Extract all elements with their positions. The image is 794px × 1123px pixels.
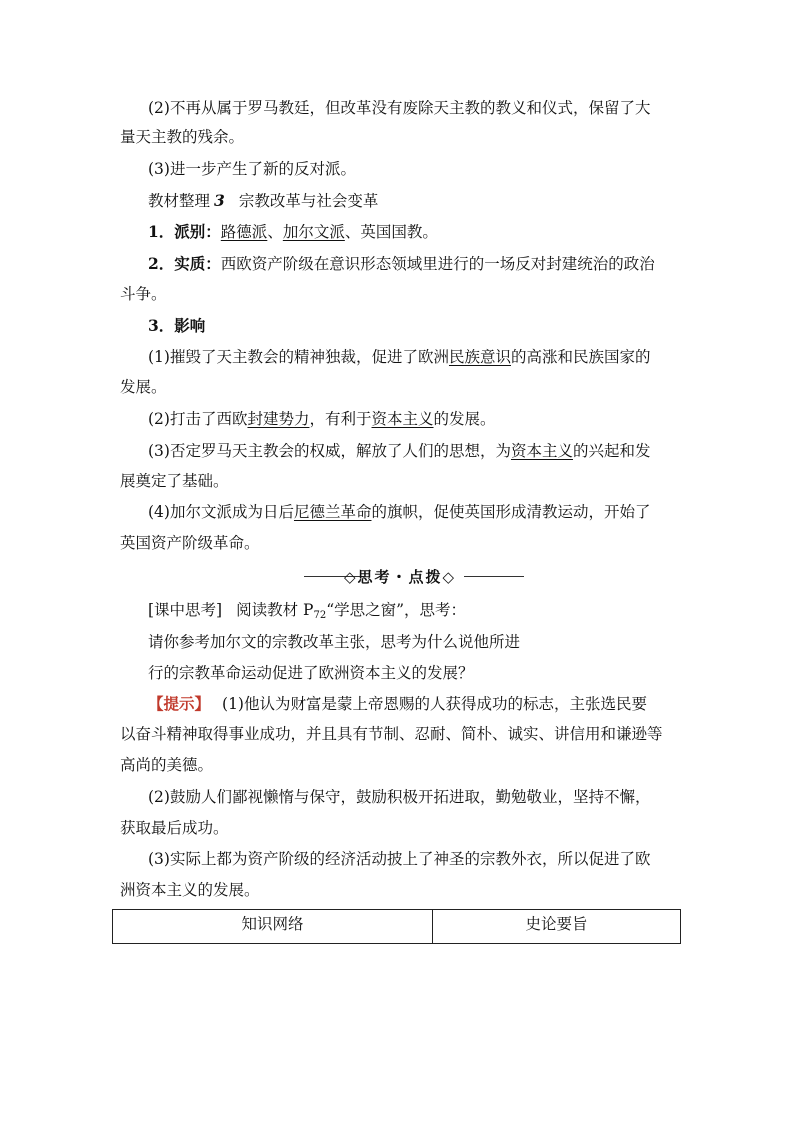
divider-title: ◇思考・点拨◇ <box>343 568 457 586</box>
hint-line2: 以奋斗精神取得事业成功，并且具有节制、忍耐、简朴、诚实、讲信用和谦逊等 <box>120 725 663 743</box>
item1 <box>148 222 438 242</box>
e1-pre: (1)摧毁了天主教会的精神独裁，促进了欧洲 <box>148 348 449 366</box>
e3-underline: 资本主义 <box>510 442 573 460</box>
item1-calvin: 加尔文派 <box>282 223 345 241</box>
item2-text: 西欧资产阶级在意识形态领域里进行的一场反对封建统治的政治 <box>220 255 655 273</box>
e4-post: 的旗帜，促使英国形成清教运动，开始了 <box>371 503 651 521</box>
question-pre: 阅读教材 P <box>236 601 314 619</box>
question-line2: 请你参考加尔文的宗教改革主张，思考为什么说他所进 <box>148 633 521 651</box>
item2-line1 <box>148 254 655 274</box>
question-post: “学思之窗”，思考： <box>326 601 467 619</box>
table-row <box>113 910 681 944</box>
item2-line2: 斗争。 <box>120 285 167 303</box>
hint-c2: 洲资本主义的发展。 <box>120 881 260 899</box>
e4-pre: (4)加尔文派成为日后 <box>148 503 294 521</box>
e1-underline: 民族意识 <box>448 348 511 366</box>
e2-post: 的发展。 <box>433 410 496 428</box>
e3-post: 的兴起和发 <box>572 442 651 460</box>
section-heading <box>148 191 378 211</box>
question-line1 <box>148 600 466 626</box>
item1-num: 1．派别： <box>148 222 221 241</box>
e3-pre: (3)否定罗马天主教会的权威，解放了人们的思想，为 <box>148 442 511 460</box>
section-number: 3 <box>214 191 225 210</box>
p1-line2: 量天主教的残余。 <box>120 128 245 146</box>
e3-line2: 展奠定了基础。 <box>120 472 229 490</box>
summary-table <box>112 909 681 944</box>
section-title: 宗教改革与社会变革 <box>238 192 379 210</box>
question-tag: [课中思考] <box>148 601 223 619</box>
p1-line1: (2)不再从属于罗马教廷，但改革没有废除天主教的教义和仪式，保留了大 <box>148 99 651 117</box>
hint-line1 <box>148 694 647 714</box>
table-header-history: 史论要旨 <box>433 910 681 944</box>
hint-a1: (1)他认为财富是蒙上帝恩赐的人获得成功的标志，主张选民要 <box>222 695 647 713</box>
hint-b1: (2)鼓励人们鄙视懒惰与保守，鼓励积极开拓进取，勤勉敬业，坚持不懈， <box>148 788 651 806</box>
e1-line2: 发展。 <box>120 378 167 396</box>
item1-sep2: 、英国国教。 <box>344 223 438 241</box>
e4-line1 <box>148 502 651 522</box>
e1-line1 <box>148 347 651 367</box>
e2-underline2: 资本主义 <box>371 410 434 428</box>
e1-post: 的高涨和民族国家的 <box>510 348 651 366</box>
table-header-knowledge: 知识网络 <box>113 910 433 944</box>
e2-line <box>148 409 496 429</box>
hint-b2: 获取最后成功。 <box>120 819 229 837</box>
e4-line2: 英国资产阶级革命。 <box>120 534 260 552</box>
section-label: 教材整理 <box>148 192 211 210</box>
item1-luther: 路德派 <box>220 223 268 241</box>
e3-line1 <box>148 441 651 461</box>
e2-pre: (2)打击了西欧 <box>148 410 248 428</box>
e4-underline: 尼德兰革命 <box>293 503 372 521</box>
divider-rule-right <box>464 576 524 577</box>
e2-underline1: 封建势力 <box>247 410 310 428</box>
item3-heading: 3．影响 <box>148 316 206 335</box>
divider-text: 思考・点拨 <box>357 568 443 586</box>
question-page-sub: 72 <box>313 610 327 621</box>
hint-label: 【提示】 <box>148 694 211 713</box>
item2-num: 2．实质： <box>148 254 221 273</box>
section-divider <box>120 566 680 586</box>
item1-sep1: 、 <box>267 223 283 241</box>
p2: (3)进一步产生了新的反对派。 <box>148 160 356 178</box>
e2-mid: ，有利于 <box>309 410 372 428</box>
question-line3: 行的宗教革命运动促进了欧洲资本主义的发展？ <box>148 664 474 682</box>
hint-c1: (3)实际上都为资产阶级的经济活动披上了神圣的宗教外衣，所以促进了欧 <box>148 850 651 868</box>
hint-line3: 高尚的美德。 <box>120 756 214 774</box>
